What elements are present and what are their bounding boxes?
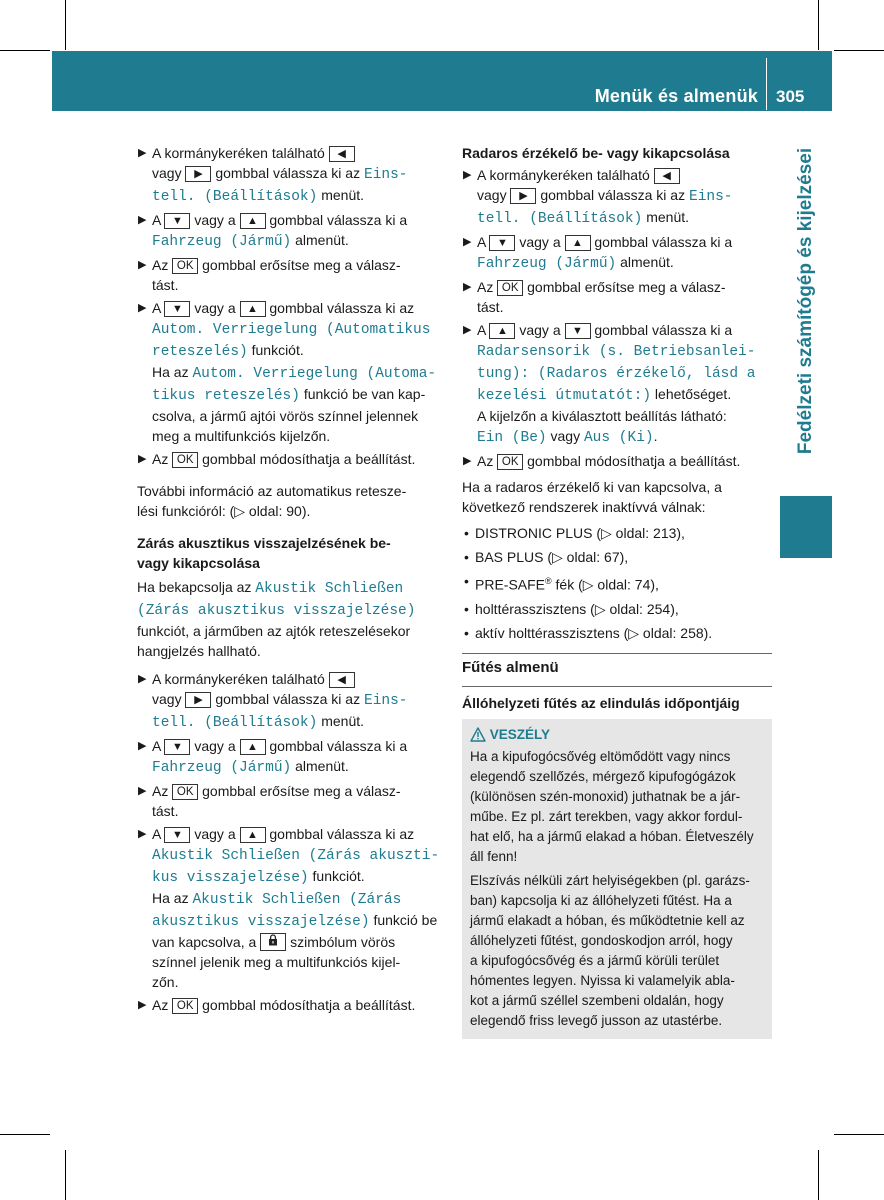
list-item: • aktív holttérasszisztens (▷ oldal: 258). [464, 624, 713, 641]
step-vehicle-submenu: ▶ A ▼ vagy a ▲ gombbal válassza ki a Fahrzeug (Jármű) almenüt. [138, 212, 408, 250]
up-key: ▲ [240, 301, 266, 317]
side-tab-marker [780, 496, 832, 558]
crop-mark [65, 1150, 66, 1200]
header-separator [766, 58, 767, 110]
crop-mark [834, 1134, 884, 1135]
lock-icon [260, 933, 286, 951]
heating-subtitle: Állóhelyzeti fűtés az elindulás időpontjáig [462, 694, 740, 711]
step-confirm: ▶ Az OK gombbal erősítse meg a válasz- tást. [138, 257, 401, 293]
warning-icon [470, 727, 486, 742]
list-item: • PRE-SAFE® fék (▷ oldal: 74), [464, 573, 659, 593]
step-settings-menu: ▶ A kormánykeréken található ◀ vagy ▶ gombbal válassza ki az Eins- tell. (Beállítások) menüt. [138, 671, 408, 731]
step-acoustic-lock: ▶ A ▼ vagy a ▲ gombbal válassza ki az Akustik Schließen (Zárás akuszti- kus visszajelzése) funkciót. Ha az Akustik Schließen (Zárás akusztikus visszajelzése) funkció be van kapcsolva, a szimbólum vörös színnel jelenik meg a multifunkciós kijel- zőn. [138, 826, 440, 990]
ok-key: OK [172, 452, 198, 468]
right-key: ▶ [185, 692, 211, 708]
left-key: ◀ [329, 672, 355, 688]
page-title: Menük és almenük [594, 86, 758, 106]
warning-text: Elszívás nélküli zárt helyiségekben (pl. garázs- ban) kapcsolja ki az állóhelyzeti fűtést. Ha a jármű elakadt a hóban, és működtetnie kell az állóhelyzeti fűtést, gondoskodjon arról, hogy a kipufogócsővég és a jármű körüli terület hómentes legyen. Nyissa ki valamelyik abla- kot a jármű széllel szembeni oldalán, hogy elegendő friss levegő jusson az utastérbe. [470, 872, 750, 1028]
down-key: ▼ [489, 235, 515, 251]
ok-key: OK [497, 280, 523, 296]
down-key: ▼ [164, 739, 190, 755]
down-key: ▼ [565, 323, 591, 339]
warning-text: Ha a kipufogócsővég eltömődött vagy nincs elegendő szellőzés, mérgező kipufogógázok (különösen szén-monoxid) juthatnak be a jár- műbe. Ez pl. zárt terekben, vagy akkor fordul- hat elő, ha a jármű elakad a hóban. Életveszély áll fenn! [470, 748, 754, 864]
step-change-setting: ▶ Az OK gombbal módosíthatja a beállítást. [463, 453, 741, 469]
step-auto-lock: ▶ A ▼ vagy a ▲ gombbal válassza ki az Autom. Verriegelung (Automatikus reteszelés) funkciót. Ha az Autom. Verriegelung (Automa- tikus reteszelés) funkció be van kap- csolva, a jármű ajtói vörös színnel jelennek meg a multifunkciós kijelzőn. [138, 300, 437, 444]
crop-mark [834, 50, 884, 51]
section-heading: Zárás akusztikus visszajelzésének be- vagy kikapcsolása [137, 535, 391, 571]
side-tab-label [779, 112, 832, 490]
list-item: • BAS PLUS (▷ oldal: 67), [464, 549, 629, 565]
step-settings-menu: ▶ A kormánykeréken található ◀ vagy ▶ gombbal válassza ki az Eins- tell. (Beállítások) menüt. [138, 145, 408, 205]
right-key: ▶ [510, 188, 536, 204]
step-change-setting: ▶ Az OK gombbal módosíthatja a beállítást. [138, 451, 416, 467]
down-key: ▼ [164, 213, 190, 229]
step-change-setting: ▶ Az OK gombbal módosíthatja a beállítást. [138, 997, 416, 1013]
page-number: 305 [776, 87, 805, 106]
down-key: ▼ [164, 301, 190, 317]
right-key: ▶ [185, 166, 211, 182]
side-label-text: Fedélzeti számítógép és kijelzései [794, 147, 816, 455]
section-rule [462, 653, 772, 654]
up-key: ▲ [565, 235, 591, 251]
crop-mark [65, 0, 66, 50]
step-settings-menu: ▶ A kormánykeréken található ◀ vagy ▶ gombbal válassza ki az Eins- tell. (Beállítások) menüt. [463, 167, 733, 227]
ok-key: OK [172, 998, 198, 1014]
up-key: ▲ [489, 323, 515, 339]
info-paragraph: További információ az automatikus retesze- lési funkcióról: (▷ oldal: 90). [137, 483, 407, 519]
right-column [462, 143, 772, 1039]
step-vehicle-submenu: ▶ A ▼ vagy a ▲ gombbal válassza ki a Fahrzeug (Jármű) almenüt. [138, 738, 408, 776]
list-item: • DISTRONIC PLUS (▷ oldal: 213), [464, 525, 685, 541]
step-confirm: ▶ Az OK gombbal erősítse meg a válasz- tást. [138, 783, 401, 819]
up-key: ▲ [240, 213, 266, 229]
ok-key: OK [497, 454, 523, 470]
left-key: ◀ [654, 168, 680, 184]
intro-paragraph: Ha bekapcsolja az Akustik Schließen (Zárás akusztikus visszajelzése) funkciót, a járműben az ajtók reteszelésekor hangjelzés hallható. [137, 579, 416, 659]
crop-mark [818, 1150, 819, 1200]
crop-mark [0, 1134, 50, 1135]
danger-warning-box [462, 719, 772, 1039]
crop-mark [0, 50, 50, 51]
radar-info: Ha a radaros érzékelő ki van kapcsolva, a következő rendszerek inaktívvá válnak: [462, 479, 722, 515]
left-key: ◀ [329, 146, 355, 162]
left-column [137, 143, 447, 1018]
heating-submenu-title: Fűtés almenü [462, 658, 559, 676]
section-rule [462, 686, 772, 687]
step-vehicle-submenu: ▶ A ▼ vagy a ▲ gombbal válassza ki a Fahrzeug (Jármű) almenüt. [463, 234, 733, 272]
list-item: • holttérasszisztens (▷ oldal: 254), [464, 600, 679, 617]
radar-heading: Radaros érzékelő be- vagy kikapcsolása [462, 145, 730, 161]
up-key: ▲ [240, 827, 266, 843]
ok-key: OK [172, 258, 198, 274]
step-radar-sensor: ▶ A ▲ vagy a ▼ gombbal válassza ki a Radarsensorik (s. Betriebsanlei- tung): (Radaros érzékelő, lásd a kezelési útmutatót:) lehetőséget. A kijelzőn a kiválasztott beállítás látható: Ein (Be) vagy Aus (Ki). [463, 322, 756, 446]
down-key: ▼ [164, 827, 190, 843]
step-confirm: ▶ Az OK gombbal erősítse meg a válasz- tást. [463, 279, 726, 315]
warning-title: VESZÉLY [470, 725, 764, 745]
up-key: ▲ [240, 739, 266, 755]
ok-key: OK [172, 784, 198, 800]
crop-mark [818, 0, 819, 50]
